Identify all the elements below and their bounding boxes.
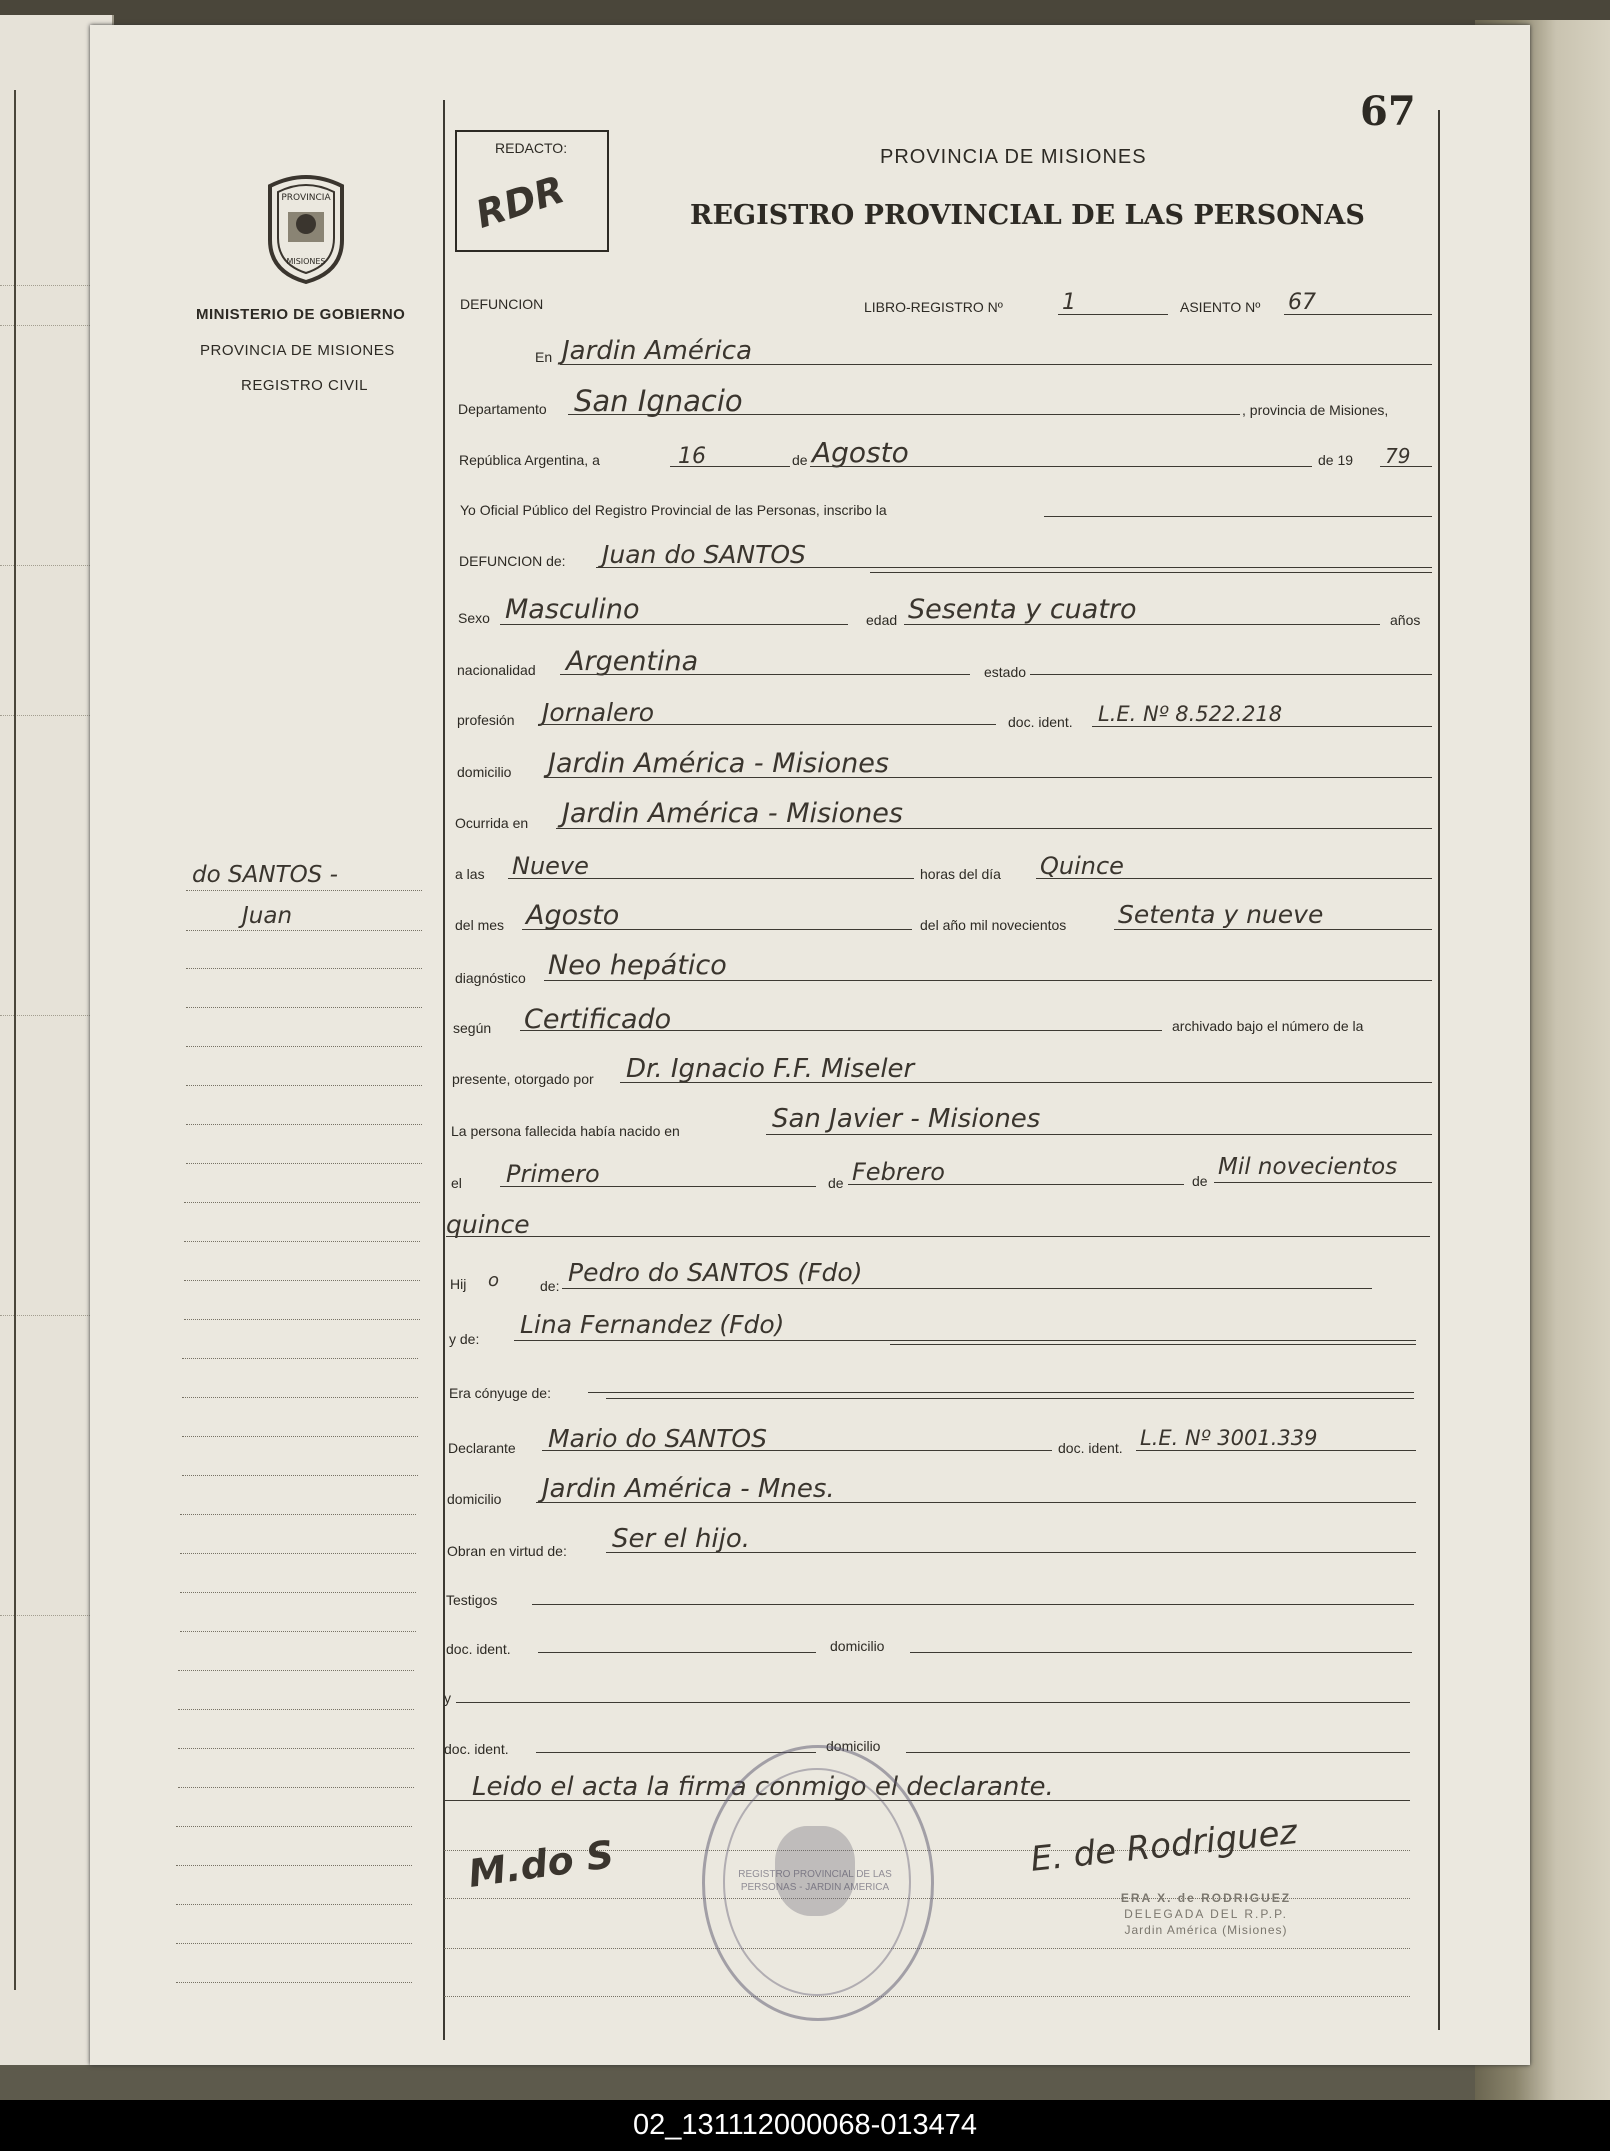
ministry-name: MINISTERIO DE GOBIERNO — [196, 306, 406, 323]
margin-line — [180, 1592, 416, 1593]
official-seal-text: REGISTRO PROVINCIAL DE LAS PERSONAS - JARDIN AMERICA — [738, 1869, 892, 1893]
margin-line — [186, 890, 422, 891]
margin-line — [186, 1007, 422, 1008]
value-defuncion-de: Juan do SANTOS — [602, 540, 806, 569]
margin-line — [182, 1397, 418, 1398]
margin-line — [176, 1943, 412, 1944]
line-madre-2 — [890, 1344, 1416, 1345]
page-number: 67 — [1360, 88, 1416, 135]
value-dia: 16 — [678, 444, 706, 469]
value-ano: 79 — [1385, 444, 1411, 468]
label-nacido: La persona fallecida había nacido en — [451, 1123, 680, 1139]
value-hij-suffix: o — [488, 1270, 500, 1291]
value-libro: 1 — [1062, 290, 1076, 315]
label-y-de: y de: — [449, 1331, 480, 1347]
line-sexo — [500, 624, 848, 625]
stamp-line-2: DELEGADA DEL R.P.P. — [1124, 1907, 1288, 1921]
line-profesion — [538, 724, 996, 725]
margin-line — [180, 1631, 416, 1632]
line-departamento — [568, 414, 1240, 415]
line-a-las — [508, 878, 914, 879]
signature-line — [444, 1996, 1410, 1997]
margin-surname: do SANTOS - — [192, 862, 338, 888]
line-otorgado — [620, 1082, 1432, 1083]
label-republica: República Argentina, a — [459, 452, 600, 468]
line-nacionalidad — [560, 674, 970, 675]
margin-line — [180, 1553, 416, 1554]
label-ocurrida: Ocurrida en — [455, 815, 529, 831]
label-horas: horas del día — [920, 866, 1001, 882]
value-nac-mes: Febrero — [852, 1158, 945, 1186]
value-nacionalidad: Argentina — [566, 646, 699, 677]
line-diagnostico — [544, 980, 1432, 981]
line-madre — [514, 1340, 1416, 1341]
value-nac-dia: Primero — [506, 1160, 600, 1188]
value-doc-ident: L.E. Nº 8.522.218 — [1098, 702, 1283, 726]
line-conyuge — [588, 1392, 1414, 1393]
line-edad — [904, 624, 1380, 625]
label-declarante: Declarante — [448, 1440, 516, 1456]
value-en: Jardin América — [562, 336, 753, 366]
value-nac-ano: Mil novecientos — [1218, 1154, 1398, 1180]
label-el: el — [451, 1175, 462, 1191]
margin-line — [186, 1124, 422, 1125]
line-y — [456, 1702, 1410, 1703]
value-asiento: 67 — [1288, 290, 1316, 315]
province-title: PROVINCIA DE MISIONES — [880, 146, 1147, 168]
label-estado: estado — [984, 664, 1027, 680]
margin-line — [186, 1085, 422, 1086]
label-anos: años — [1390, 612, 1421, 628]
margin-line — [180, 1514, 416, 1515]
value-del-ano: Setenta y nueve — [1118, 900, 1324, 929]
label-diagnostico: diagnóstico — [455, 970, 526, 986]
label-testigos: Testigos — [446, 1592, 498, 1608]
label-nacionalidad: nacionalidad — [457, 662, 536, 678]
label-libro: LIBRO-REGISTRO Nº — [864, 299, 1003, 315]
margin-line — [184, 1202, 420, 1203]
margin-firstname: Juan — [242, 903, 293, 929]
ministry-registry: REGISTRO CIVIL — [241, 377, 369, 394]
value-del-mes: Agosto — [526, 900, 620, 931]
margin-line — [176, 1904, 412, 1905]
margin-line — [184, 1241, 420, 1242]
line-domicilio — [544, 777, 1432, 778]
line-domicilio-declarante — [536, 1502, 1416, 1503]
line-nac-ano — [1214, 1182, 1432, 1183]
label-doc-ident: doc. ident. — [1008, 714, 1073, 730]
line-oficial — [1044, 516, 1432, 517]
margin-line — [176, 1826, 412, 1827]
line-nac-ano-2 — [446, 1236, 1430, 1237]
line-domicilio-3 — [910, 1652, 1412, 1653]
line-estado — [1030, 674, 1432, 675]
margin-line — [178, 1709, 414, 1710]
margin-line — [176, 1865, 412, 1866]
value-declarante: Mario do SANTOS — [548, 1424, 767, 1453]
label-archivado: archivado bajo el número de la — [1172, 1018, 1364, 1034]
value-otorgado: Dr. Ignacio F.F. Miseler — [626, 1054, 915, 1084]
label-domicilio-2: domicilio — [447, 1491, 502, 1507]
signature-official: E. de Rodriguez — [1028, 1812, 1300, 1880]
label-departamento: Departamento — [458, 401, 547, 417]
signature-declarante: M.do S — [465, 1832, 617, 1896]
line-del-mes — [522, 929, 912, 930]
label-de1: de — [828, 1175, 844, 1191]
label-y: y — [444, 1690, 451, 1706]
margin-line — [186, 1046, 422, 1047]
seal-top-text: PROVINCIA — [281, 193, 331, 203]
label-presente: presente, otorgado por — [452, 1071, 594, 1087]
label-sexo: Sexo — [458, 610, 490, 626]
line-nac-mes — [848, 1184, 1184, 1185]
line-dia — [670, 466, 790, 467]
label-de-mes: de — [792, 452, 808, 468]
value-doc-declarante: L.E. Nº 3001.339 — [1140, 1426, 1318, 1450]
line-ano — [1380, 466, 1432, 467]
label-edad: edad — [866, 612, 898, 628]
margin-line — [184, 1280, 420, 1281]
redacto-box — [455, 130, 609, 252]
value-leido: Leido el acta la firma conmigo el declarante. — [472, 1772, 1054, 1802]
label-domicilio-4: domicilio — [826, 1738, 881, 1754]
line-obran — [606, 1552, 1416, 1553]
redacto-initials: RDR — [470, 167, 570, 237]
line-nac-dia — [500, 1186, 816, 1187]
previous-page-rule — [14, 90, 16, 1990]
line-defuncion-de-2 — [870, 572, 1432, 573]
value-sexo: Masculino — [505, 594, 640, 625]
value-a-las: Nueve — [512, 852, 589, 880]
label-defuncion-de: DEFUNCION de: — [459, 553, 566, 569]
value-horas-dia: Quince — [1040, 852, 1124, 880]
label-domicilio: domicilio — [457, 764, 512, 780]
signature-line — [444, 1948, 1410, 1949]
label-del-mes: del mes — [455, 917, 505, 933]
label-profesion: profesión — [457, 712, 515, 728]
line-doc-ident-3 — [538, 1652, 816, 1653]
signature-stamp — [1066, 1890, 1346, 1938]
value-domicilio-declarante: Jardin América - Mnes. — [542, 1474, 835, 1504]
value-padre: Pedro do SANTOS (Fdo) — [568, 1258, 863, 1287]
redacto-label: REDACTO: — [495, 140, 568, 156]
label-a-las: a las — [455, 866, 485, 882]
line-en — [560, 364, 1432, 365]
margin-line — [186, 968, 422, 969]
seal-bottom-text: MISIONES — [286, 257, 326, 266]
margin-line — [184, 1319, 420, 1320]
label-defuncion: DEFUNCION — [460, 296, 544, 312]
value-nac-ano-2: quince — [446, 1210, 530, 1239]
line-testigos — [532, 1604, 1414, 1605]
line-leido — [444, 1800, 1410, 1801]
value-edad: Sesenta y cuatro — [908, 594, 1137, 625]
margin-line — [182, 1436, 418, 1437]
label-segun: según — [453, 1020, 492, 1036]
label-asiento: ASIENTO Nº — [1180, 299, 1261, 315]
label-provincia: , provincia de Misiones, — [1242, 402, 1389, 418]
line-declarante — [542, 1450, 1052, 1451]
line-doc-ident-4 — [536, 1752, 816, 1753]
margin-line — [178, 1787, 414, 1788]
label-hij-de: de: — [540, 1278, 560, 1294]
line-defuncion-de — [596, 567, 1432, 568]
value-departamento: San Ignacio — [574, 384, 743, 418]
margin-line — [176, 1982, 412, 1983]
line-domicilio-4 — [906, 1752, 1410, 1753]
line-doc-ident — [1092, 726, 1432, 727]
official-round-seal — [702, 1745, 934, 2021]
margin-line — [178, 1670, 414, 1671]
image-id-footer: 02_131112000068-013474 — [0, 2100, 1610, 2151]
label-obran: Obran en virtud de: — [447, 1543, 567, 1559]
registry-title: REGISTRO PROVINCIAL DE LAS PERSONAS — [690, 200, 1365, 231]
label-doc-ident-2: doc. ident. — [1058, 1440, 1123, 1456]
line-horas-dia — [1036, 878, 1432, 879]
value-nacido: San Javier - Misiones — [772, 1104, 1041, 1134]
label-conyuge: Era cónyuge de: — [449, 1385, 551, 1401]
line-segun — [520, 1030, 1162, 1031]
margin-line — [182, 1475, 418, 1476]
label-del-ano: del año mil novecientos — [920, 917, 1067, 933]
label-hij: Hij — [450, 1276, 467, 1292]
value-segun: Certificado — [524, 1004, 672, 1035]
label-domicilio-3: domicilio — [830, 1638, 885, 1654]
value-ocurrida: Jardin América - Misiones — [562, 798, 903, 829]
line-libro — [1058, 314, 1168, 315]
line-doc-declarante — [1136, 1450, 1416, 1451]
margin-line — [186, 930, 422, 931]
line-ocurrida — [556, 828, 1432, 829]
line-mes — [810, 466, 1312, 467]
margin-line — [186, 1163, 422, 1164]
label-de2: de — [1192, 1173, 1208, 1189]
value-profesion: Jornalero — [542, 698, 655, 727]
value-mes: Agosto — [812, 436, 909, 469]
ministry-seal-icon — [260, 172, 352, 284]
margin-line — [182, 1358, 418, 1359]
form-right-rule — [1438, 110, 1440, 2030]
line-nacido — [766, 1134, 1432, 1135]
value-obran: Ser el hijo. — [612, 1524, 751, 1554]
margin-line — [178, 1748, 414, 1749]
line-conyuge-2 — [606, 1398, 1414, 1399]
value-madre: Lina Fernandez (Fdo) — [520, 1310, 785, 1339]
label-doc-ident-3: doc. ident. — [446, 1641, 511, 1657]
line-padre — [562, 1288, 1372, 1289]
stamp-line-3: Jardin América (Misiones) — [1124, 1923, 1288, 1937]
label-de-ano: de 19 — [1318, 452, 1354, 468]
label-en: En — [535, 349, 553, 365]
value-domicilio: Jardin América - Misiones — [548, 748, 889, 779]
value-diagnostico: Neo hepático — [548, 950, 727, 981]
ministry-province: PROVINCIA DE MISIONES — [200, 342, 395, 359]
label-oficial: Yo Oficial Público del Registro Provincial de las Personas, inscribo la — [460, 502, 887, 518]
line-del-ano — [1114, 929, 1432, 930]
stamp-line-1: ERA X. de RODRIGUEZ — [1120, 1891, 1292, 1905]
label-doc-ident-4: doc. ident. — [444, 1741, 509, 1757]
line-asiento — [1284, 314, 1432, 315]
